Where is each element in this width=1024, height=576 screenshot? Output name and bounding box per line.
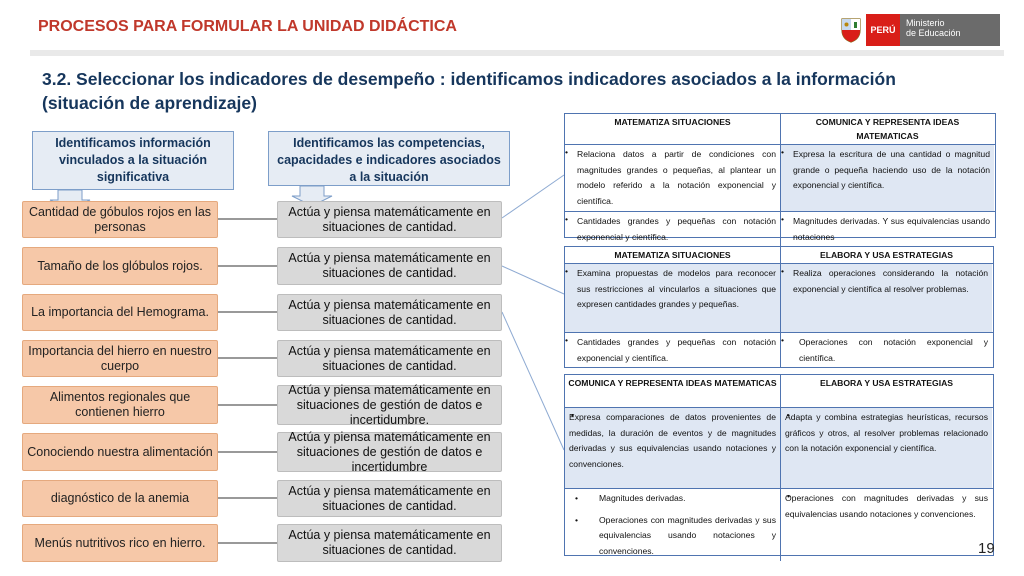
- logo-ministry-line1: Ministerio: [906, 18, 945, 28]
- competencies-header: Identificamos las competencias, capacidades e indicadores asociados a la situación: [268, 131, 510, 186]
- table-row: [565, 489, 993, 561]
- section-title: PROCESOS PARA FORMULAR LA UNIDAD DIDÁCTICA: [38, 18, 457, 35]
- page-number: 19: [978, 540, 995, 557]
- table-cell: • Expresa la escritura de una cantidad o magnitud grande o pequeña haciendo uso de la notación exponencial y científica.: [781, 145, 994, 211]
- table-header: MATEMATIZA SITUACIONES: [565, 247, 781, 263]
- logo-ministry-line2: de Educación: [906, 28, 961, 38]
- capacity-item: Actúa y piensa matemáticamente en situaciones de cantidad.: [277, 340, 502, 377]
- info-item: Menús nutritivos rico en hierro.: [22, 524, 218, 562]
- table-cell: • Realiza operaciones considerando la notación exponencial y científica al resolver problemas.: [781, 264, 992, 332]
- indicators-table-3: [564, 374, 994, 556]
- table-cell: • Cantidades grandes y pequeñas con notación exponencial y científica.: [565, 212, 781, 247]
- info-item: Alimentos regionales que contienen hierro: [22, 386, 218, 424]
- info-item: Tamaño de los glóbulos rojos.: [22, 247, 218, 285]
- capacity-item: Actúa y piensa matemáticamente en situaciones de cantidad.: [277, 201, 502, 238]
- table-cell: [565, 489, 781, 561]
- info-item: Conociendo nuestra alimentación: [22, 433, 218, 471]
- table-header: ELABORA Y USA ESTRATEGIAS: [819, 378, 954, 388]
- table-header: MATEMATIZA SITUACIONES: [565, 114, 781, 144]
- table-cell: • Relaciona datos a partir de condiciones con magnitudes grandes o pequeñas, al plantear un modelo referido a la notación exponencial y científica.: [565, 145, 781, 211]
- table-cell-bullet: • Magnitudes derivadas.: [569, 491, 776, 507]
- item-capacity-links: [218, 219, 277, 543]
- table-row: [565, 212, 995, 247]
- information-header: Identificamos información vinculados a la situación significativa: [32, 131, 234, 190]
- table-cell: • Operaciones con notación exponencial y científica.: [781, 333, 992, 368]
- table-cell: • Magnitudes derivadas. Y sus equivalencias usando notaciones: [781, 212, 994, 247]
- capacity-item: Actúa y piensa matemáticamente en situaciones de cantidad.: [277, 294, 502, 331]
- info-item: Cantidad de góbulos rojos en las personas: [22, 201, 218, 238]
- table-header: COMUNICA Y REPRESENTA IDEAS MATEMATICAS: [565, 375, 781, 407]
- info-item: diagnóstico de la anemia: [22, 480, 218, 517]
- table-header-row: [565, 375, 993, 408]
- capacity-item: Actúa y piensa matemáticamente en situaciones de gestión de datos e incertidumbre: [277, 432, 502, 472]
- info-item: Importancia del hierro en nuestro cuerpo: [22, 340, 218, 377]
- indicators-table-1: [564, 113, 996, 242]
- table-header: ELABORA Y USA ESTRATEGIAS: [819, 250, 954, 260]
- page-title: 3.2. Seleccionar los indicadores de desempeño : identificamos indicadores asociados a la información (situación de aprendizaje): [42, 69, 896, 113]
- capacity-item: Actúa y piensa matemáticamente en situaciones de cantidad.: [277, 524, 502, 562]
- table-row: [565, 408, 993, 489]
- capacity-item: Actúa y piensa matemáticamente en situaciones de cantidad.: [277, 247, 502, 285]
- table-header: COMUNICA Y REPRESENTA IDEAS MATEMATICAS: [815, 117, 960, 141]
- table-cell: • Expresa comparaciones de datos provenientes de medidas, la duración de eventos y de magnitudes derivadas y sus equivalencias usando notaciones y convenciones.: [565, 408, 781, 488]
- table-cell: • Adapta y combina estrategias heurísticas, recursos gráficos y otros, al resolver problemas relacionado con la notación exponencial y científica.: [781, 408, 992, 488]
- capacity-item: Actúa y piensa matemáticamente en situaciones de gestión de datos e incertidumbre.: [277, 385, 502, 425]
- table-cell: • Operaciones con magnitudes derivadas y sus equivalencias usando notaciones y convenciones.: [781, 489, 992, 561]
- logo-peru-label: PERÚ: [866, 14, 900, 46]
- capacity-table-links: [502, 175, 564, 450]
- table-row: [565, 333, 993, 368]
- table-row: [565, 145, 995, 212]
- indicators-table-2: [564, 246, 994, 368]
- table-cell-bullet: • Operaciones con magnitudes derivadas y sus equivalencias usando notaciones y convenciones.: [569, 513, 776, 560]
- table-cell: • Examina propuestas de modelos para reconocer sus restricciones al vincularlos a situaciones que expresen cantidades grandes y pequeñas.: [565, 264, 781, 332]
- table-header-row: [565, 247, 993, 264]
- capacity-item: Actúa y piensa matemáticamente en situaciones de cantidad.: [277, 480, 502, 517]
- table-header-row: [565, 114, 995, 145]
- table-row: [565, 264, 993, 333]
- table-cell: • Cantidades grandes y pequeñas con notación exponencial y científica.: [565, 333, 781, 368]
- info-item: La importancia del Hemograma.: [22, 294, 218, 331]
